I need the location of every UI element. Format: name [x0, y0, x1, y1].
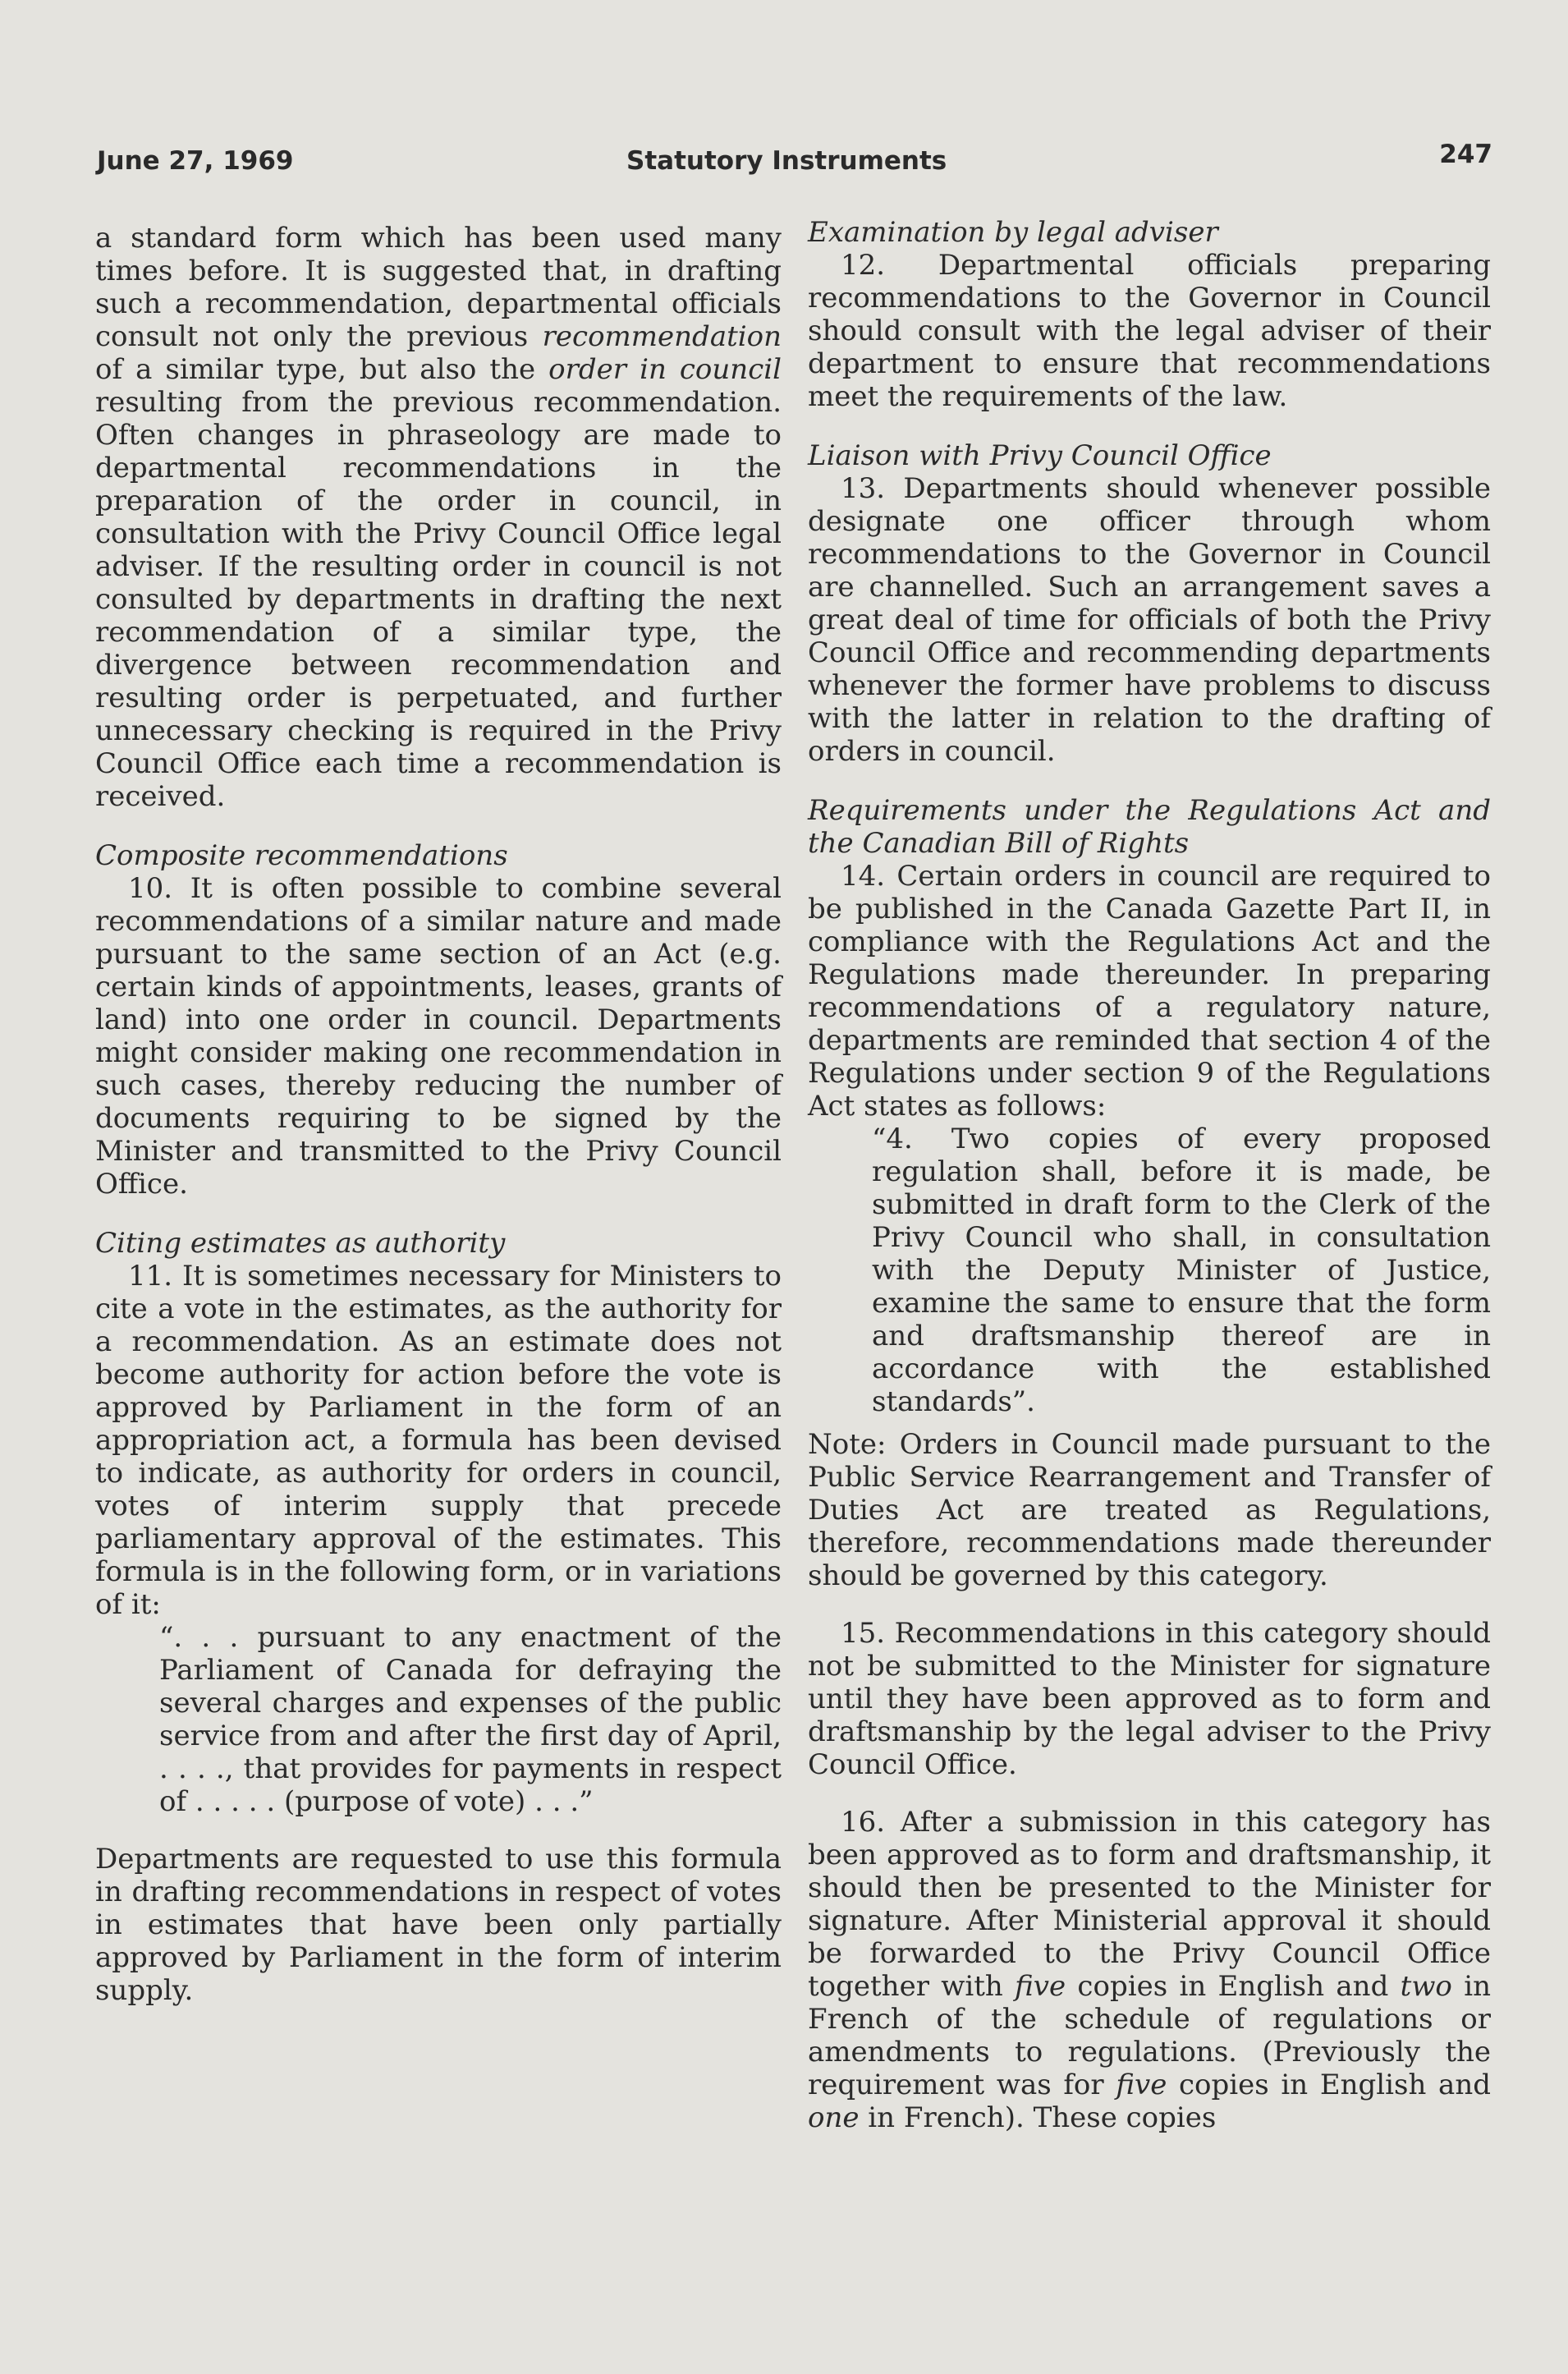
paragraph-after-quote: Departments are requested to use this formula in drafting recommendations in respect of votes in estimates that have been only partially approved by Parliament in the form of interim supply.: [95, 1843, 782, 2007]
block-quote-regulation: “4. Two copies of every proposed regulation shall, before it is made, be submitted in draft form to the Clerk of the Privy Council who shall, in consultation with the Deputy Minister of Justice, examine the same to ensure that the form and draftsmanship thereof are in accordance with the established standards”.: [872, 1123, 1491, 1418]
paragraph-16: 16. After a submission in this category has been approved as to form and draftsmanship, it should then be presented to the Minister for signature. After Ministerial approval it should be forwarded to the Privy Council Office together with five copies in English and two in French of the schedule of regulations or amendments to regulations. (Previously the requirement was for five copies in English and one in French). These copies: [808, 1806, 1491, 2134]
paragraph-11: 11. It is sometimes necessary for Ministers to cite a vote in the estimates, as the authority for a recommendation. As an estimate does not become authority for action before the vote is approved by Parliament in the form of an appropriation act, a formula has been devised to indicate, as authority for orders in council, votes of interim supply that precede parliamentary approval of the estimates. This formula is in the following form, or in variations of it:: [95, 1260, 782, 1621]
continued-paragraph: a standard form which has been used many times before. It is suggested that, in drafting such a recommendation, departmental officials consult not only the previous recommendation of a similar type, but also the order in council resulting from the previous recommendation. Often changes in phraseology are made to departmental recommendations in the preparation of the order in council, in consultation with the Privy Council Office legal adviser. If the resulting order in council is not consulted by departments in drafting the next recommendation of a similar type, the divergence between recommendation and resulting order is perpetuated, and further unnecessary checking is required in the Privy Council Office each time a recommendation is received.: [95, 222, 782, 813]
paragraph-12: 12. Departmental officials preparing recommendations to the Governor in Council should consult with the legal adviser of their department to ensure that recommendations meet the requirements of the law.: [808, 249, 1491, 413]
paragraph-14: 14. Certain orders in council are required to be published in the Canada Gazette Part II, in compliance with the Regulations Act and the Regulations made thereunder. In preparing recommendations of a regulatory nature, departments are reminded that section 4 of the Regulations under section 9 of the Regulations Act states as follows:: [808, 860, 1491, 1123]
section-heading-examination: Examination by legal adviser: [808, 216, 1218, 249]
paragraph-15: 15. Recommendations in this category should not be submitted to the Minister for signature until they have been approved as to form and draftsmanship by the legal adviser to the Privy Council Office.: [808, 1617, 1491, 1781]
note-paragraph: Note: Orders in Council made pursuant to the Public Service Rearrangement and Transfer of Duties Act are treated as Regulations, therefore, recommendations made thereunder should be governed by this category.: [808, 1428, 1491, 1592]
page-number: 247: [1439, 140, 1492, 169]
section-heading-liaison: Liaison with Privy Council Office: [808, 439, 1272, 472]
paragraph-10: 10. It is often possible to combine several recommendations of a similar nature and made pursuant to the same section of an Act (e.g. certain kinds of appointments, leases, grants of land) into one order in council. Departments might consider making one recommendation in such cases, thereby reducing the number of documents requiring to be signed by the Minister and transmitted to the Privy Council Office.: [95, 872, 782, 1201]
section-heading-requirements: Requirements under the Regulations Act and the Canadian Bill of Rights: [808, 794, 1491, 860]
left-column: [95, 222, 782, 2007]
section-heading-composite: Composite recommendations: [95, 839, 508, 872]
header-title: Statutory Instruments: [626, 146, 947, 176]
block-quote-formula: “. . . pursuant to any enactment of the Parliament of Canada for defraying the several charges and expenses of the public service from and after the first day of April, . . . ., that provides for payments in respect of . . . . . (purpose of vote) . . .”: [159, 1621, 782, 1818]
page-header: [97, 140, 1492, 181]
paragraph-13: 13. Departments should whenever possible designate one officer through whom recommendations to the Governor in Council are channelled. Such an arrangement saves a great deal of time for officials of both the Privy Council Office and recommending departments whenever the former have problems to discuss with the latter in relation to the drafting of orders in council.: [808, 472, 1491, 768]
section-heading-citing: Citing estimates as authority: [95, 1227, 506, 1260]
header-date: June 27, 1969: [97, 146, 294, 176]
right-column: [808, 216, 1491, 2134]
